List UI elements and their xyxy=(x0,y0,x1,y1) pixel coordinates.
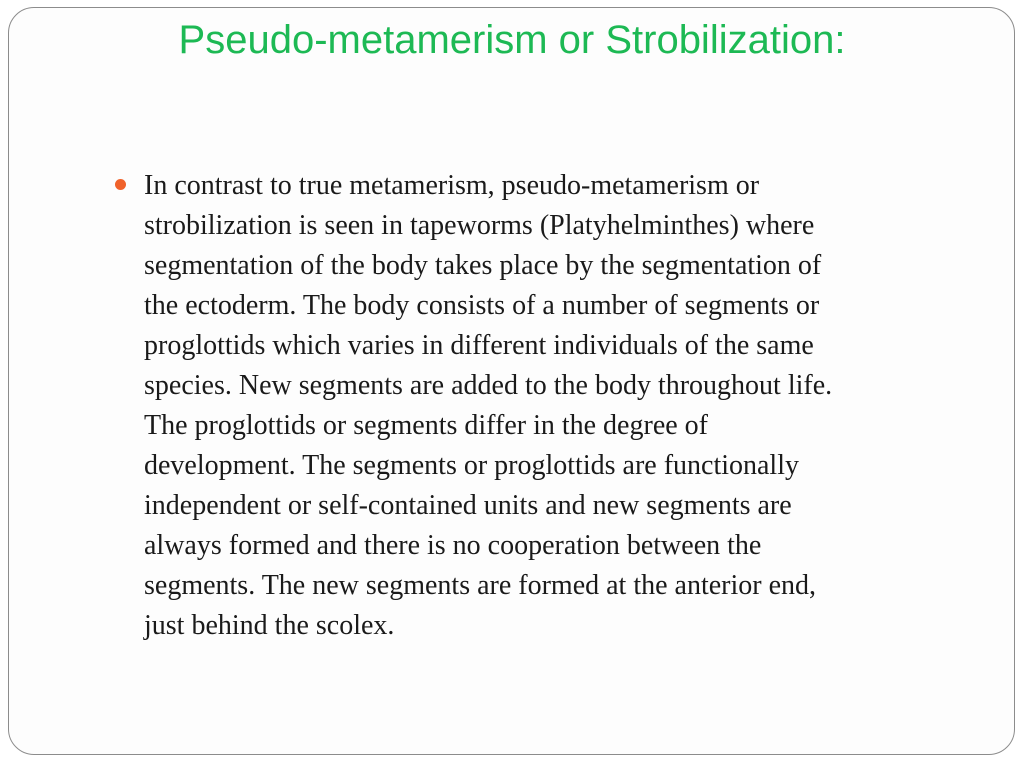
slide-title: Pseudo-metamerism or Strobilization: xyxy=(178,18,846,62)
bullet-text: In contrast to true metamerism, pseudo-metamerism or strobilization is seen in tapeworms (Platyhelminthes) where segmentation of the body takes place by the segmentation of the ectoderm. The body consists of a number of segments or proglottids which varies in different individuals of the same species. New segments are added to the body throughout life. The proglottids or segments differ in the degree of development. The segments or proglottids are functionally independent or self-contained units and new segments are always formed and there is no cooperation between the segments. The new segments are formed at the anterior end, just behind the scolex. xyxy=(144,170,833,641)
bullet-item xyxy=(112,166,962,646)
bullet-list xyxy=(112,166,962,646)
bullet-dot-icon xyxy=(115,179,126,190)
